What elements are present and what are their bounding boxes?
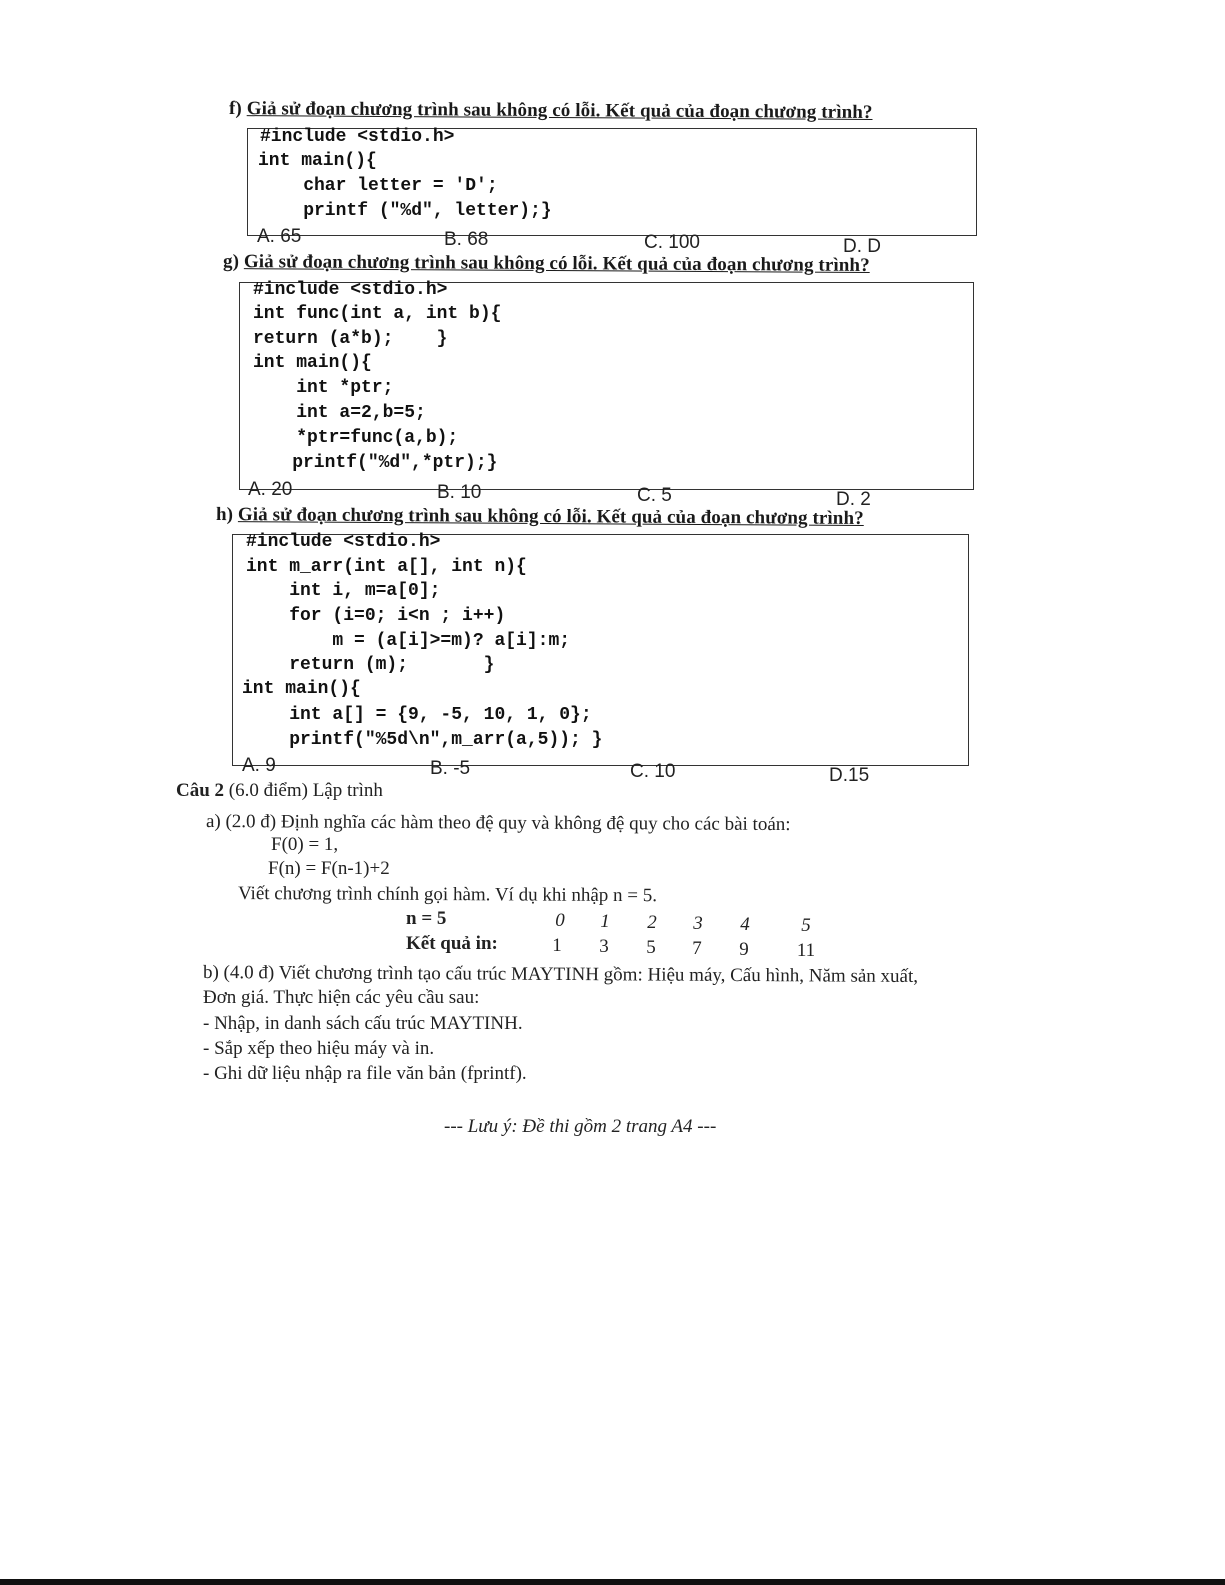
code-line: int main(){ <box>242 679 361 699</box>
code-line: int a=2,b=5; <box>253 403 426 423</box>
result-value: 5 <box>646 937 656 958</box>
n-value: 1 <box>600 911 610 932</box>
part-b-text-cont: Đơn giá. Thực hiện các yêu cầu sau: <box>203 987 480 1008</box>
requirement-item: - Sắp xếp theo hiệu máy và in. <box>203 1038 435 1059</box>
question-2-heading-text: (6.0 điểm) Lập trình <box>224 780 383 801</box>
code-line: int main(){ <box>253 353 372 373</box>
code-line: *ptr=func(a,b); <box>253 428 459 448</box>
question-2-label: Câu 2 <box>176 780 225 801</box>
option-d: D. D <box>843 236 881 257</box>
code-line: printf ("%d", letter);} <box>260 201 552 221</box>
question-f-code <box>247 128 977 236</box>
code-line: return (m); } <box>246 655 495 675</box>
question-f-text: Giả sử đoạn chương trình sau không có lỗi. Kết quả của đoạn chương trình? <box>246 98 873 123</box>
requirement-item: - Nhập, in danh sách cấu trúc MAYTINH. <box>203 1013 523 1034</box>
result-value: 11 <box>796 940 816 961</box>
option-a: A. 9 <box>242 755 276 776</box>
code-line: int main(){ <box>258 151 377 171</box>
instruction-text: Viết chương trình chính gọi hàm. Ví dụ khi nhập n = 5. <box>237 883 658 907</box>
result-value: 9 <box>739 939 749 960</box>
code-line: int func(int a, int b){ <box>253 304 502 324</box>
part-b-text: b) (4.0 đ) Viết chương trình tạo cấu trúc MAYTINH gồm: Hiệu máy, Cấu hình, Năm sản xuất, <box>202 962 919 987</box>
n-value: 4 <box>740 914 750 935</box>
n-value: 5 <box>801 915 811 936</box>
n-value: 0 <box>555 910 565 931</box>
code-line: char letter = 'D'; <box>260 176 498 196</box>
code-line: m = (a[i]>=m)? a[i]:m; <box>246 631 571 651</box>
result-value: 7 <box>692 938 702 959</box>
option-b: B. 68 <box>444 229 489 250</box>
result-value: 3 <box>599 936 609 957</box>
question-g-prefix: g) <box>222 251 244 273</box>
code-line: int m_arr(int a[], int n){ <box>246 557 527 577</box>
code-line: printf("%d",*ptr);} <box>249 453 498 473</box>
option-a: A. 65 <box>257 226 302 247</box>
option-c: C. 10 <box>630 761 676 782</box>
code-line: int a[] = {9, -5, 10, 1, 0}; <box>246 705 592 725</box>
scan-bottom-edge <box>0 1579 1225 1585</box>
code-line: int *ptr; <box>253 378 394 398</box>
code-line: printf("%5d\n",m_arr(a,5)); } <box>246 730 603 750</box>
question-h-prefix: h) <box>215 504 239 526</box>
formula-fn: F(n) = F(n-1)+2 <box>268 858 390 879</box>
option-d: D. 2 <box>836 489 871 510</box>
option-c: C. 5 <box>637 485 672 506</box>
question-h-text: Giả sử đoạn chương trình sau không có lỗi. Kết quả của đoạn chương trình? <box>237 504 864 529</box>
option-c: C. 100 <box>644 232 700 253</box>
formula-f0: F(0) = 1, <box>271 834 339 855</box>
question-g-title <box>223 251 870 277</box>
code-line: #include <stdio.h> <box>253 280 448 300</box>
code-line: #include <stdio.h> <box>260 127 455 147</box>
code-line: for (i=0; i<n ; i++) <box>246 606 506 626</box>
question-2-heading <box>176 780 383 802</box>
n-value: 3 <box>693 913 703 934</box>
question-f-prefix: f) <box>228 98 247 120</box>
code-line: int i, m=a[0]; <box>246 581 441 601</box>
n-label: n = 5 <box>406 908 447 929</box>
option-a: A. 20 <box>248 479 293 500</box>
question-h-title <box>216 504 864 530</box>
code-line: return (a*b); } <box>253 329 448 349</box>
question-h-code <box>232 534 969 766</box>
option-b: B. 10 <box>437 482 482 503</box>
question-g-code <box>239 282 974 490</box>
requirement-item: - Ghi dữ liệu nhập ra file văn bản (fprintf). <box>203 1063 527 1084</box>
code-line: #include <stdio.h> <box>246 532 441 552</box>
option-d: D.15 <box>829 765 870 786</box>
part-a-text: a) (2.0 đ) Định nghĩa các hàm theo đệ quy và không đệ quy cho các bài toán: <box>205 811 791 836</box>
option-b: B. -5 <box>430 758 471 779</box>
result-label: Kết quả in: <box>406 933 498 954</box>
result-value: 1 <box>552 935 562 956</box>
page-footer-note: --- Lưu ý: Đề thi gồm 2 trang A4 --- <box>444 1116 717 1137</box>
question-f-title <box>229 98 873 124</box>
question-g-text: Giả sử đoạn chương trình sau không có lỗi. Kết quả của đoạn chương trình? <box>243 251 870 276</box>
n-value: 2 <box>647 912 657 933</box>
